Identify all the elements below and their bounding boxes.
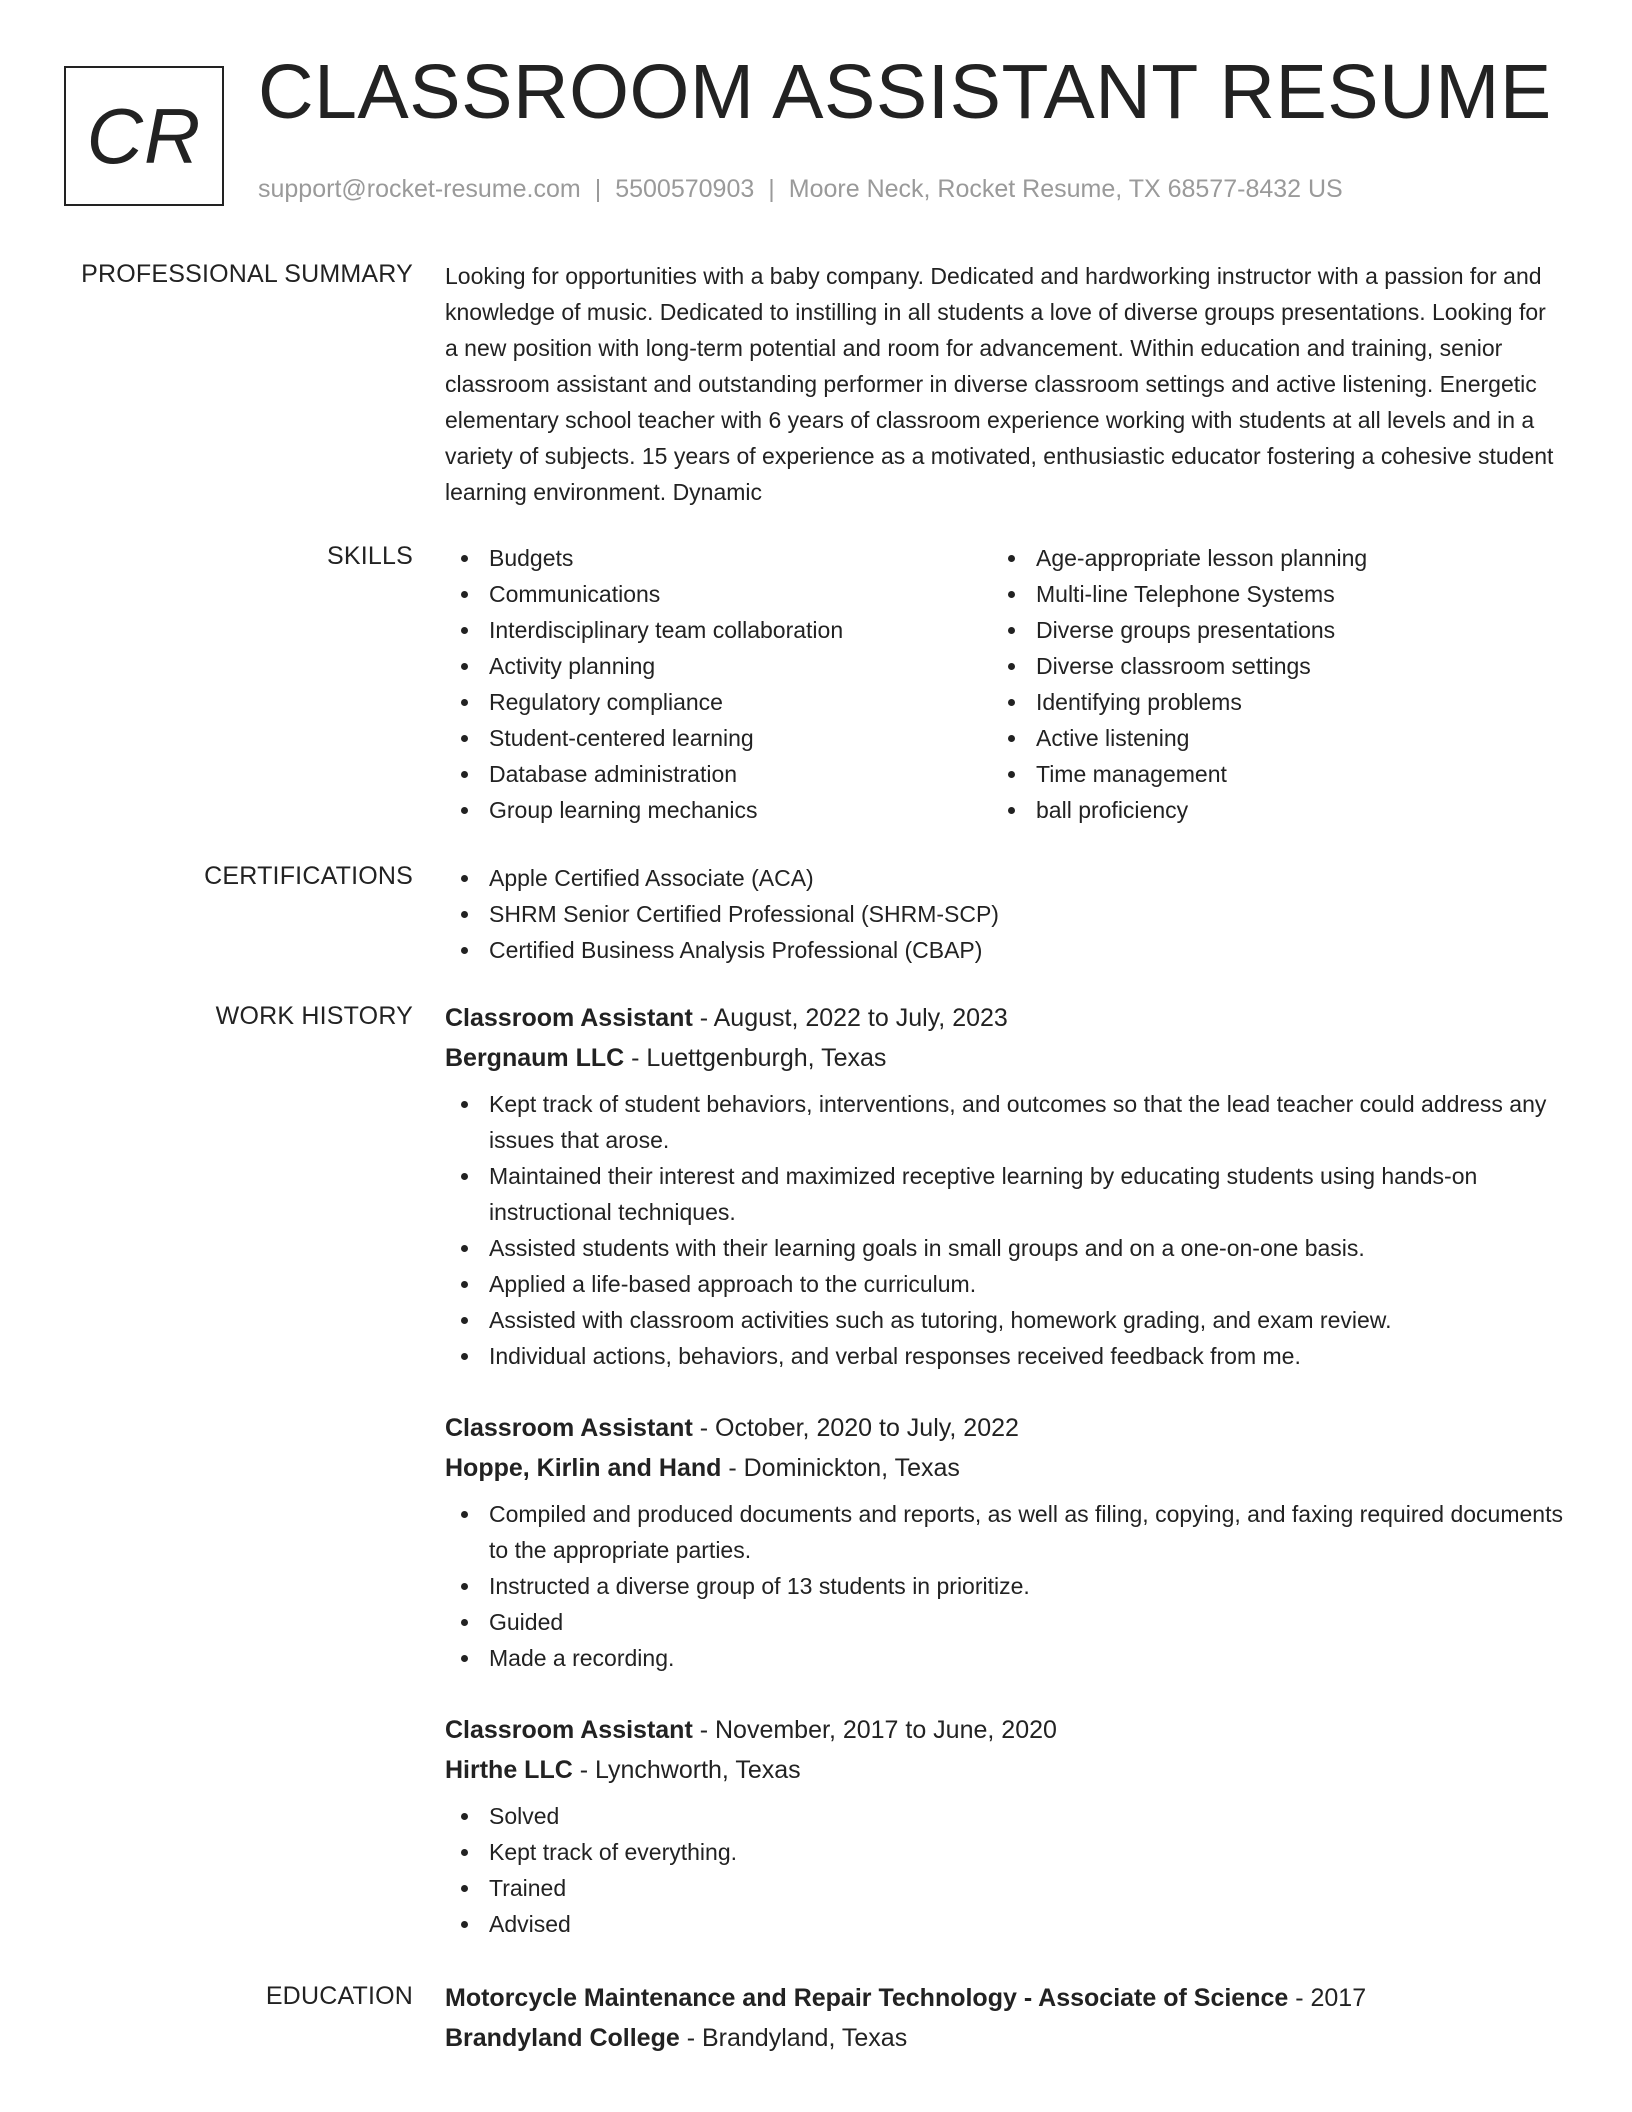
monogram-logo: CR — [64, 66, 224, 206]
list-item: Compiled and produced documents and reports, as well as filing, copying, and faxing required documents to the appropriate parties. — [445, 1496, 1563, 1568]
education-year: - 2017 — [1288, 1984, 1367, 2012]
job-company-line — [445, 1038, 1563, 1078]
list-item: Assisted with classroom activities such as tutoring, homework grading, and exam review. — [445, 1302, 1563, 1338]
job-title: Classroom Assistant — [445, 1716, 693, 1744]
list-item: Applied a life-based approach to the curriculum. — [445, 1266, 1563, 1302]
list-item: Instructed a diverse group of 13 students in prioritize. — [445, 1568, 1563, 1604]
list-item: Guided — [445, 1604, 1563, 1640]
job-title-line — [445, 998, 1563, 1038]
job-location: - Dominickton, Texas — [721, 1454, 960, 1482]
section-heading-summary: PROFESSIONAL SUMMARY — [81, 260, 413, 288]
list-item: ball proficiency — [992, 792, 1539, 828]
job-title: Classroom Assistant — [445, 1004, 693, 1032]
skills-column-right — [992, 540, 1539, 828]
list-item: Communications — [445, 576, 992, 612]
contact-separator: | — [768, 175, 775, 203]
job-company: Bergnaum LLC — [445, 1044, 625, 1072]
work-history-body — [445, 998, 1563, 1976]
list-item: Maintained their interest and maximized receptive learning by educating students using hands-on instructional techniques. — [445, 1158, 1563, 1230]
job-location: - Luettgenburgh, Texas — [624, 1044, 887, 1072]
job-entry — [445, 1710, 1563, 1942]
list-item: Trained — [445, 1870, 1563, 1906]
education-body — [445, 1978, 1563, 2058]
education-degree-line — [445, 1978, 1563, 2018]
job-bullets — [445, 1086, 1563, 1374]
job-company: Hoppe, Kirlin and Hand — [445, 1454, 722, 1482]
job-bullets — [445, 1798, 1563, 1942]
job-dates: - October, 2020 to July, 2022 — [692, 1414, 1019, 1442]
summary-body — [445, 258, 1563, 510]
job-dates: - November, 2017 to June, 2020 — [692, 1716, 1057, 1744]
section-heading-work-history: WORK HISTORY — [215, 1002, 413, 1030]
job-title: Classroom Assistant — [445, 1414, 693, 1442]
list-item: Kept track of everything. — [445, 1834, 1563, 1870]
job-entry — [445, 1408, 1563, 1676]
education-location: - Brandyland, Texas — [679, 2024, 908, 2052]
job-company: Hirthe LLC — [445, 1756, 573, 1784]
resume-title: CLASSROOM ASSISTANT RESUME — [258, 49, 1552, 135]
skills-body — [445, 540, 1563, 828]
list-item: Solved — [445, 1798, 1563, 1834]
job-title-line — [445, 1408, 1563, 1448]
section-heading-certifications: CERTIFICATIONS — [204, 862, 413, 890]
list-item: Student-centered learning — [445, 720, 992, 756]
job-company-line — [445, 1448, 1563, 1488]
list-item: Made a recording. — [445, 1640, 1563, 1676]
list-item: Budgets — [445, 540, 992, 576]
job-title-line — [445, 1710, 1563, 1750]
list-item: Regulatory compliance — [445, 684, 992, 720]
job-entry — [445, 998, 1563, 1374]
skills-grid — [445, 540, 1563, 828]
job-bullets — [445, 1496, 1563, 1676]
section-heading-education: EDUCATION — [265, 1982, 413, 2010]
list-item: Active listening — [992, 720, 1539, 756]
education-school-line — [445, 2018, 1563, 2058]
list-item: Multi-line Telephone Systems — [992, 576, 1539, 612]
list-item: Time management — [992, 756, 1539, 792]
certifications-list — [445, 860, 1563, 968]
list-item: Age-appropriate lesson planning — [992, 540, 1539, 576]
skills-column-left — [445, 540, 992, 828]
job-dates: - August, 2022 to July, 2023 — [692, 1004, 1008, 1032]
list-item: Apple Certified Associate (ACA) — [445, 860, 1563, 896]
job-company-line — [445, 1750, 1563, 1790]
contact-phone[interactable]: 5500570903 — [615, 175, 755, 203]
contact-line — [258, 175, 1343, 204]
list-item: Assisted students with their learning goals in small groups and on a one-on-one basis. — [445, 1230, 1563, 1266]
list-item: Kept track of student behaviors, interventions, and outcomes so that the lead teacher could address any issues that arose. — [445, 1086, 1563, 1158]
list-item: SHRM Senior Certified Professional (SHRM-SCP) — [445, 896, 1563, 932]
list-item: Diverse classroom settings — [992, 648, 1539, 684]
list-item: Database administration — [445, 756, 992, 792]
list-item: Advised — [445, 1906, 1563, 1942]
list-item: Individual actions, behaviors, and verbal responses received feedback from me. — [445, 1338, 1563, 1374]
list-item: Identifying problems — [992, 684, 1539, 720]
education-school: Brandyland College — [445, 2024, 680, 2052]
list-item: Diverse groups presentations — [992, 612, 1539, 648]
contact-email[interactable]: support@rocket-resume.com — [258, 175, 581, 203]
summary-text: Looking for opportunities with a baby company. Dedicated and hardworking instructor with a passion for and knowledge of music. Dedicated to instilling in all students a love of diverse groups presentations. Looking for a new position with long-term potential and room for advancement. Within education and training, senior classroom assistant and outstanding performer in diverse classroom settings and active listening. Energetic elementary school teacher with 6 years of classroom experience working with students at all levels and in a variety of subjects. 15 years of experience as a motivated, enthusiastic educator fostering a cohesive student learning environment. Dynamic — [445, 263, 1554, 505]
section-heading-skills: SKILLS — [327, 542, 413, 570]
education-degree: Motorcycle Maintenance and Repair Technology - Associate of Science — [445, 1984, 1289, 2012]
contact-separator: | — [594, 175, 602, 203]
job-location: - Lynchworth, Texas — [572, 1756, 801, 1784]
list-item: Interdisciplinary team collaboration — [445, 612, 992, 648]
certifications-body — [445, 860, 1563, 968]
list-item: Group learning mechanics — [445, 792, 992, 828]
list-item: Certified Business Analysis Professional (CBAP) — [445, 932, 1563, 968]
list-item: Activity planning — [445, 648, 992, 684]
contact-address: Moore Neck, Rocket Resume, TX 68577-8432 US — [788, 175, 1343, 203]
